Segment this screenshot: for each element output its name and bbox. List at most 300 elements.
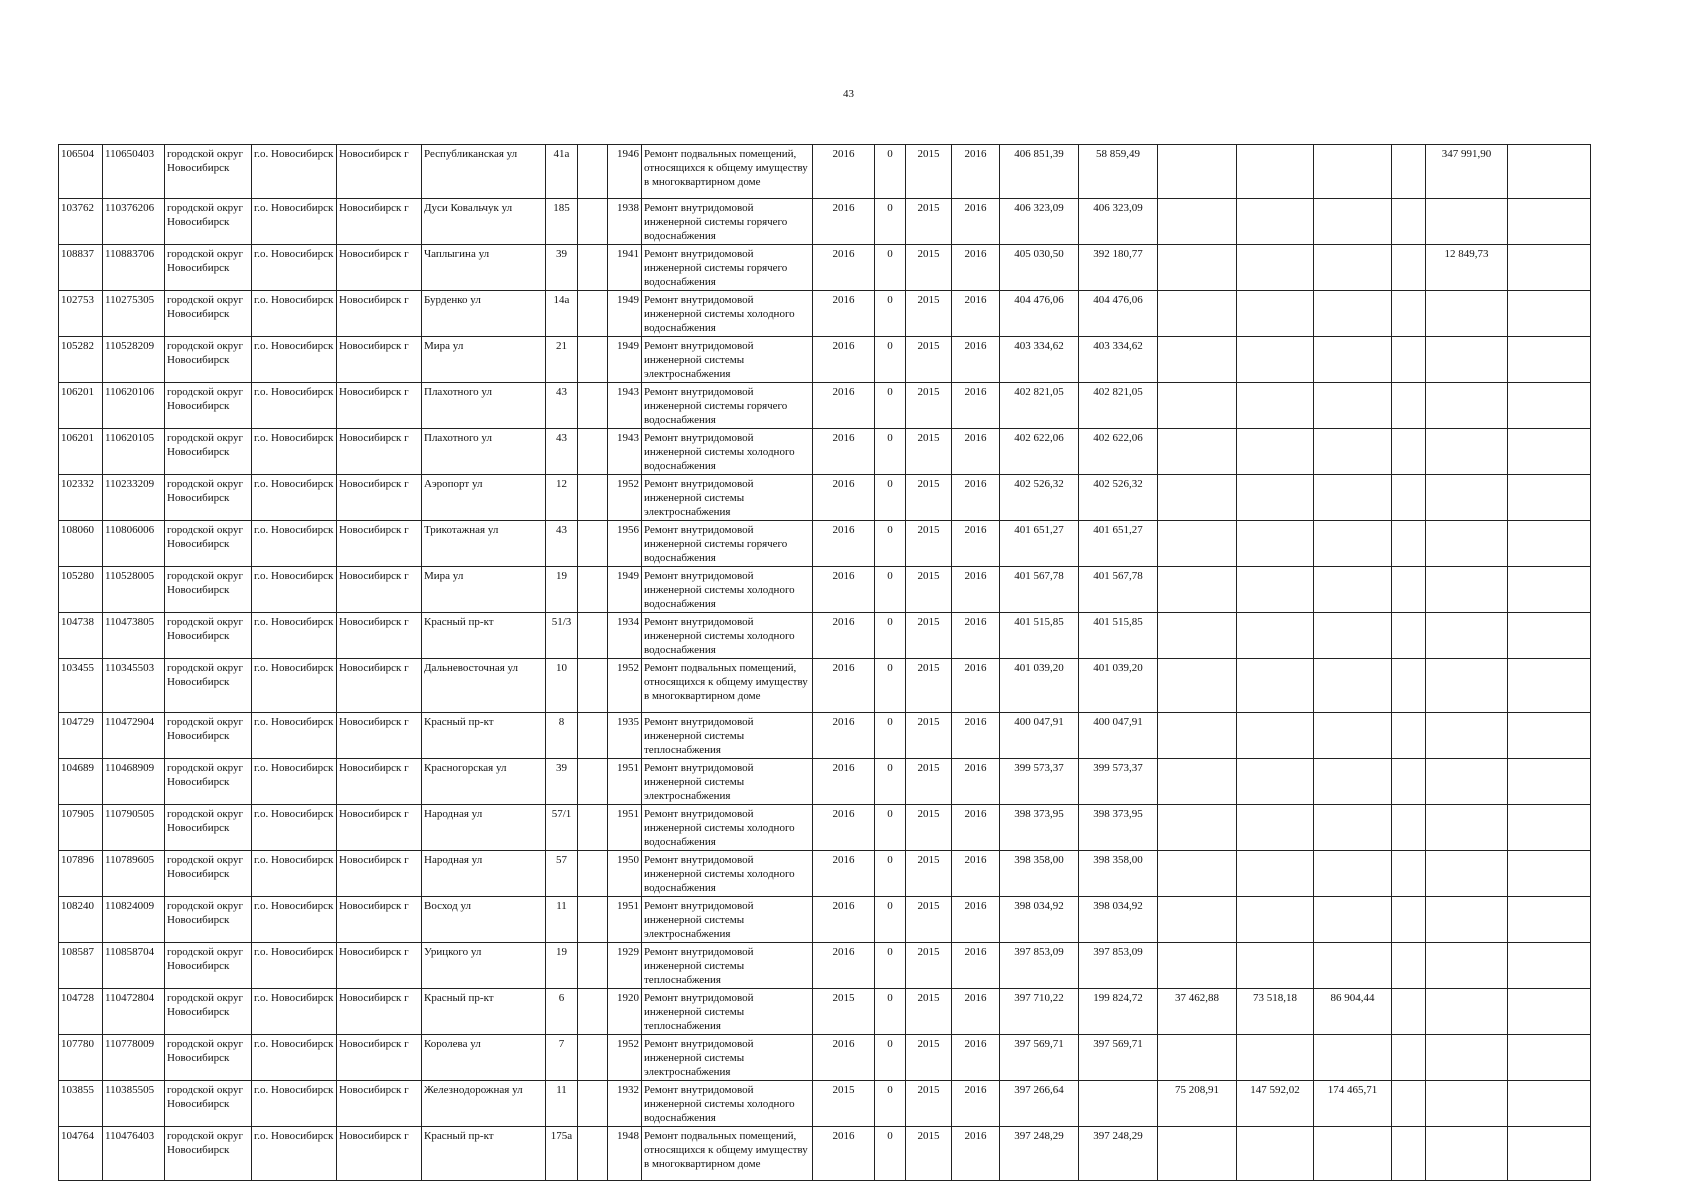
street-cell: Трикотажная ул xyxy=(422,521,546,567)
regional-cost-cell xyxy=(1237,567,1314,613)
other-cost-cell xyxy=(1392,1081,1426,1127)
fund-cost-cell: 399 573,37 xyxy=(1079,759,1158,805)
flag-cell: 0 xyxy=(875,145,906,199)
build-year-cell: 1948 xyxy=(608,1127,642,1181)
end-year-cell: 2016 xyxy=(952,337,1000,383)
settlement-cell: Новосибирск г xyxy=(337,567,422,613)
owners-cost-cell xyxy=(1426,897,1508,943)
municipal-district-cell: г.о. Новосибирск xyxy=(252,1081,337,1127)
owners-cost-cell xyxy=(1426,1127,1508,1181)
build-year-cell: 1932 xyxy=(608,1081,642,1127)
municipality-cell: городской округ Новосибирск xyxy=(165,145,252,199)
municipality-cell: городской округ Новосибирск xyxy=(165,291,252,337)
local-cost-cell xyxy=(1314,759,1392,805)
plan-year-cell: 2016 xyxy=(813,199,875,245)
other-cost-cell xyxy=(1392,1035,1426,1081)
end-year-cell: 2016 xyxy=(952,851,1000,897)
total-cost-cell: 401 651,27 xyxy=(1000,521,1079,567)
building-cell xyxy=(578,851,608,897)
extra-cell xyxy=(1508,245,1591,291)
build-year-cell: 1920 xyxy=(608,989,642,1035)
regional-cost-cell xyxy=(1237,613,1314,659)
end-year-cell: 2016 xyxy=(952,567,1000,613)
fund-cost-cell: 398 034,92 xyxy=(1079,897,1158,943)
municipal-district-cell: г.о. Новосибирск xyxy=(252,383,337,429)
work-type-cell: Ремонт внутридомовой инженерной системы холодного водоснабжения xyxy=(642,291,813,337)
local-cost-cell xyxy=(1314,199,1392,245)
start-year-cell: 2015 xyxy=(906,245,952,291)
municipality-cell: городской округ Новосибирск xyxy=(165,713,252,759)
local-cost-cell xyxy=(1314,943,1392,989)
work-type-cell: Ремонт внутридомовой инженерной системы электроснабжения xyxy=(642,759,813,805)
total-cost-cell: 398 034,92 xyxy=(1000,897,1079,943)
building-cell xyxy=(578,805,608,851)
fund-cost-cell: 397 248,29 xyxy=(1079,1127,1158,1181)
street-cell: Красный пр-кт xyxy=(422,1127,546,1181)
code-cell: 110620106 xyxy=(103,383,165,429)
flag-cell: 0 xyxy=(875,383,906,429)
end-year-cell: 2016 xyxy=(952,521,1000,567)
house-number-cell: 19 xyxy=(546,943,578,989)
flag-cell: 0 xyxy=(875,659,906,713)
extra-cell xyxy=(1508,805,1591,851)
start-year-cell: 2015 xyxy=(906,145,952,199)
work-type-cell: Ремонт внутридомовой инженерной системы электроснабжения xyxy=(642,475,813,521)
house-id-cell: 103855 xyxy=(59,1081,103,1127)
local-cost-cell xyxy=(1314,245,1392,291)
street-cell: Красный пр-кт xyxy=(422,613,546,659)
plan-year-cell: 2016 xyxy=(813,851,875,897)
fund-cost-cell: 199 824,72 xyxy=(1079,989,1158,1035)
owners-cost-cell xyxy=(1426,805,1508,851)
flag-cell: 0 xyxy=(875,1035,906,1081)
municipality-cell: городской округ Новосибирск xyxy=(165,1081,252,1127)
street-cell: Дуси Ковальчук ул xyxy=(422,199,546,245)
federal-cost-cell xyxy=(1158,897,1237,943)
house-number-cell: 8 xyxy=(546,713,578,759)
build-year-cell: 1938 xyxy=(608,199,642,245)
flag-cell: 0 xyxy=(875,851,906,897)
house-number-cell: 19 xyxy=(546,567,578,613)
build-year-cell: 1946 xyxy=(608,145,642,199)
extra-cell xyxy=(1508,521,1591,567)
flag-cell: 0 xyxy=(875,429,906,475)
table-row xyxy=(59,337,1591,383)
start-year-cell: 2015 xyxy=(906,1035,952,1081)
owners-cost-cell xyxy=(1426,429,1508,475)
owners-cost-cell xyxy=(1426,759,1508,805)
code-cell: 110385505 xyxy=(103,1081,165,1127)
fund-cost-cell: 58 859,49 xyxy=(1079,145,1158,199)
other-cost-cell xyxy=(1392,713,1426,759)
building-cell xyxy=(578,713,608,759)
work-type-cell: Ремонт внутридомовой инженерной системы холодного водоснабжения xyxy=(642,613,813,659)
fund-cost-cell: 402 622,06 xyxy=(1079,429,1158,475)
end-year-cell: 2016 xyxy=(952,199,1000,245)
end-year-cell: 2016 xyxy=(952,1081,1000,1127)
local-cost-cell xyxy=(1314,613,1392,659)
building-cell xyxy=(578,897,608,943)
local-cost-cell xyxy=(1314,659,1392,713)
municipality-cell: городской округ Новосибирск xyxy=(165,383,252,429)
extra-cell xyxy=(1508,759,1591,805)
house-number-cell: 10 xyxy=(546,659,578,713)
street-cell: Красногорская ул xyxy=(422,759,546,805)
building-cell xyxy=(578,1035,608,1081)
code-cell: 110473805 xyxy=(103,613,165,659)
owners-cost-cell xyxy=(1426,613,1508,659)
settlement-cell: Новосибирск г xyxy=(337,383,422,429)
settlement-cell: Новосибирск г xyxy=(337,759,422,805)
regional-cost-cell xyxy=(1237,199,1314,245)
municipal-district-cell: г.о. Новосибирск xyxy=(252,943,337,989)
municipality-cell: городской округ Новосибирск xyxy=(165,613,252,659)
owners-cost-cell xyxy=(1426,567,1508,613)
local-cost-cell: 174 465,71 xyxy=(1314,1081,1392,1127)
house-id-cell: 106201 xyxy=(59,429,103,475)
building-cell xyxy=(578,1081,608,1127)
house-id-cell: 105282 xyxy=(59,337,103,383)
start-year-cell: 2015 xyxy=(906,897,952,943)
table-row xyxy=(59,291,1591,337)
plan-year-cell: 2016 xyxy=(813,291,875,337)
flag-cell: 0 xyxy=(875,759,906,805)
plan-year-cell: 2016 xyxy=(813,805,875,851)
regional-cost-cell xyxy=(1237,383,1314,429)
code-cell: 110528005 xyxy=(103,567,165,613)
work-type-cell: Ремонт внутридомовой инженерной системы холодного водоснабжения xyxy=(642,567,813,613)
building-cell xyxy=(578,475,608,521)
owners-cost-cell xyxy=(1426,943,1508,989)
federal-cost-cell xyxy=(1158,659,1237,713)
local-cost-cell: 86 904,44 xyxy=(1314,989,1392,1035)
end-year-cell: 2016 xyxy=(952,475,1000,521)
other-cost-cell xyxy=(1392,851,1426,897)
build-year-cell: 1952 xyxy=(608,659,642,713)
total-cost-cell: 399 573,37 xyxy=(1000,759,1079,805)
flag-cell: 0 xyxy=(875,989,906,1035)
code-cell: 110883706 xyxy=(103,245,165,291)
table-row xyxy=(59,199,1591,245)
code-cell: 110376206 xyxy=(103,199,165,245)
fund-cost-cell: 402 821,05 xyxy=(1079,383,1158,429)
build-year-cell: 1941 xyxy=(608,245,642,291)
plan-year-cell: 2016 xyxy=(813,943,875,989)
house-id-cell: 107780 xyxy=(59,1035,103,1081)
regional-cost-cell xyxy=(1237,145,1314,199)
settlement-cell: Новосибирск г xyxy=(337,429,422,475)
building-cell xyxy=(578,613,608,659)
work-type-cell: Ремонт внутридомовой инженерной системы теплоснабжения xyxy=(642,989,813,1035)
build-year-cell: 1935 xyxy=(608,713,642,759)
start-year-cell: 2015 xyxy=(906,383,952,429)
code-cell: 110620105 xyxy=(103,429,165,475)
federal-cost-cell xyxy=(1158,1127,1237,1181)
code-cell: 110528209 xyxy=(103,337,165,383)
federal-cost-cell xyxy=(1158,429,1237,475)
other-cost-cell xyxy=(1392,199,1426,245)
municipality-cell: городской округ Новосибирск xyxy=(165,429,252,475)
owners-cost-cell: 12 849,73 xyxy=(1426,245,1508,291)
build-year-cell: 1949 xyxy=(608,567,642,613)
regional-cost-cell xyxy=(1237,805,1314,851)
settlement-cell: Новосибирск г xyxy=(337,475,422,521)
work-type-cell: Ремонт внутридомовой инженерной системы электроснабжения xyxy=(642,337,813,383)
settlement-cell: Новосибирск г xyxy=(337,613,422,659)
municipality-cell: городской округ Новосибирск xyxy=(165,337,252,383)
table-row xyxy=(59,897,1591,943)
regional-cost-cell xyxy=(1237,759,1314,805)
flag-cell: 0 xyxy=(875,337,906,383)
local-cost-cell xyxy=(1314,851,1392,897)
total-cost-cell: 404 476,06 xyxy=(1000,291,1079,337)
building-cell xyxy=(578,383,608,429)
house-id-cell: 105280 xyxy=(59,567,103,613)
total-cost-cell: 403 334,62 xyxy=(1000,337,1079,383)
extra-cell xyxy=(1508,429,1591,475)
total-cost-cell: 402 526,32 xyxy=(1000,475,1079,521)
build-year-cell: 1952 xyxy=(608,475,642,521)
regional-cost-cell xyxy=(1237,713,1314,759)
local-cost-cell xyxy=(1314,1035,1392,1081)
total-cost-cell: 398 373,95 xyxy=(1000,805,1079,851)
building-cell xyxy=(578,145,608,199)
house-id-cell: 108837 xyxy=(59,245,103,291)
total-cost-cell: 397 248,29 xyxy=(1000,1127,1079,1181)
table-row xyxy=(59,851,1591,897)
house-number-cell: 175а xyxy=(546,1127,578,1181)
owners-cost-cell xyxy=(1426,337,1508,383)
house-id-cell: 108060 xyxy=(59,521,103,567)
flag-cell: 0 xyxy=(875,943,906,989)
plan-year-cell: 2016 xyxy=(813,521,875,567)
total-cost-cell: 405 030,50 xyxy=(1000,245,1079,291)
plan-year-cell: 2016 xyxy=(813,429,875,475)
local-cost-cell xyxy=(1314,1127,1392,1181)
code-cell: 110472904 xyxy=(103,713,165,759)
building-cell xyxy=(578,567,608,613)
house-id-cell: 108587 xyxy=(59,943,103,989)
regional-cost-cell xyxy=(1237,851,1314,897)
regional-cost-cell xyxy=(1237,1035,1314,1081)
other-cost-cell xyxy=(1392,659,1426,713)
end-year-cell: 2016 xyxy=(952,943,1000,989)
other-cost-cell xyxy=(1392,245,1426,291)
plan-year-cell: 2016 xyxy=(813,245,875,291)
total-cost-cell: 397 710,22 xyxy=(1000,989,1079,1035)
start-year-cell: 2015 xyxy=(906,475,952,521)
street-cell: Мира ул xyxy=(422,567,546,613)
municipal-district-cell: г.о. Новосибирск xyxy=(252,337,337,383)
end-year-cell: 2016 xyxy=(952,713,1000,759)
flag-cell: 0 xyxy=(875,713,906,759)
owners-cost-cell xyxy=(1426,1035,1508,1081)
code-cell: 110858704 xyxy=(103,943,165,989)
fund-cost-cell: 403 334,62 xyxy=(1079,337,1158,383)
municipal-district-cell: г.о. Новосибирск xyxy=(252,851,337,897)
municipality-cell: городской округ Новосибирск xyxy=(165,659,252,713)
regional-cost-cell xyxy=(1237,245,1314,291)
municipality-cell: городской округ Новосибирск xyxy=(165,475,252,521)
total-cost-cell: 402 622,06 xyxy=(1000,429,1079,475)
regional-cost-cell xyxy=(1237,1127,1314,1181)
extra-cell xyxy=(1508,1081,1591,1127)
total-cost-cell: 401 515,85 xyxy=(1000,613,1079,659)
street-cell: Мира ул xyxy=(422,337,546,383)
federal-cost-cell xyxy=(1158,475,1237,521)
municipal-district-cell: г.о. Новосибирск xyxy=(252,245,337,291)
federal-cost-cell: 37 462,88 xyxy=(1158,989,1237,1035)
work-type-cell: Ремонт внутридомовой инженерной системы теплоснабжения xyxy=(642,713,813,759)
work-type-cell: Ремонт внутридомовой инженерной системы горячего водоснабжения xyxy=(642,199,813,245)
code-cell: 110778009 xyxy=(103,1035,165,1081)
settlement-cell: Новосибирск г xyxy=(337,145,422,199)
build-year-cell: 1951 xyxy=(608,759,642,805)
fund-cost-cell: 406 323,09 xyxy=(1079,199,1158,245)
table-row xyxy=(59,521,1591,567)
start-year-cell: 2015 xyxy=(906,805,952,851)
table-row xyxy=(59,245,1591,291)
regional-cost-cell xyxy=(1237,429,1314,475)
start-year-cell: 2015 xyxy=(906,989,952,1035)
fund-cost-cell: 401 515,85 xyxy=(1079,613,1158,659)
house-number-cell: 57 xyxy=(546,851,578,897)
owners-cost-cell xyxy=(1426,383,1508,429)
house-id-cell: 104728 xyxy=(59,989,103,1035)
owners-cost-cell: 347 991,90 xyxy=(1426,145,1508,199)
extra-cell xyxy=(1508,199,1591,245)
building-cell xyxy=(578,291,608,337)
table-row xyxy=(59,145,1591,199)
flag-cell: 0 xyxy=(875,567,906,613)
other-cost-cell xyxy=(1392,475,1426,521)
build-year-cell: 1956 xyxy=(608,521,642,567)
settlement-cell: Новосибирск г xyxy=(337,897,422,943)
municipal-district-cell: г.о. Новосибирск xyxy=(252,659,337,713)
flag-cell: 0 xyxy=(875,805,906,851)
building-cell xyxy=(578,199,608,245)
table-row xyxy=(59,1081,1591,1127)
regional-cost-cell xyxy=(1237,943,1314,989)
municipal-district-cell: г.о. Новосибирск xyxy=(252,713,337,759)
municipal-district-cell: г.о. Новосибирск xyxy=(252,567,337,613)
other-cost-cell xyxy=(1392,567,1426,613)
settlement-cell: Новосибирск г xyxy=(337,521,422,567)
settlement-cell: Новосибирск г xyxy=(337,1081,422,1127)
federal-cost-cell xyxy=(1158,851,1237,897)
plan-year-cell: 2016 xyxy=(813,713,875,759)
federal-cost-cell xyxy=(1158,521,1237,567)
house-id-cell: 103455 xyxy=(59,659,103,713)
work-type-cell: Ремонт внутридомовой инженерной системы горячего водоснабжения xyxy=(642,245,813,291)
local-cost-cell xyxy=(1314,383,1392,429)
house-number-cell: 51/3 xyxy=(546,613,578,659)
repair-program-table xyxy=(58,144,1591,1181)
street-cell: Аэропорт ул xyxy=(422,475,546,521)
extra-cell xyxy=(1508,851,1591,897)
work-type-cell: Ремонт внутридомовой инженерной системы горячего водоснабжения xyxy=(642,521,813,567)
plan-year-cell: 2015 xyxy=(813,1081,875,1127)
extra-cell xyxy=(1508,291,1591,337)
building-cell xyxy=(578,759,608,805)
settlement-cell: Новосибирск г xyxy=(337,989,422,1035)
settlement-cell: Новосибирск г xyxy=(337,1035,422,1081)
total-cost-cell: 398 358,00 xyxy=(1000,851,1079,897)
code-cell: 110476403 xyxy=(103,1127,165,1181)
owners-cost-cell xyxy=(1426,1081,1508,1127)
table-row xyxy=(59,805,1591,851)
table-row xyxy=(59,759,1591,805)
extra-cell xyxy=(1508,1127,1591,1181)
work-type-cell: Ремонт подвальных помещений, относящихся к общему имуществу в многоквартирном доме xyxy=(642,659,813,713)
code-cell: 110345503 xyxy=(103,659,165,713)
settlement-cell: Новосибирск г xyxy=(337,713,422,759)
start-year-cell: 2015 xyxy=(906,851,952,897)
regional-cost-cell xyxy=(1237,291,1314,337)
code-cell: 110275305 xyxy=(103,291,165,337)
municipality-cell: городской округ Новосибирск xyxy=(165,943,252,989)
municipal-district-cell: г.о. Новосибирск xyxy=(252,759,337,805)
federal-cost-cell xyxy=(1158,245,1237,291)
other-cost-cell xyxy=(1392,613,1426,659)
regional-cost-cell: 73 518,18 xyxy=(1237,989,1314,1035)
start-year-cell: 2015 xyxy=(906,521,952,567)
fund-cost-cell: 397 853,09 xyxy=(1079,943,1158,989)
building-cell xyxy=(578,659,608,713)
local-cost-cell xyxy=(1314,429,1392,475)
plan-year-cell: 2016 xyxy=(813,613,875,659)
municipal-district-cell: г.о. Новосибирск xyxy=(252,1035,337,1081)
flag-cell: 0 xyxy=(875,1081,906,1127)
end-year-cell: 2016 xyxy=(952,429,1000,475)
federal-cost-cell xyxy=(1158,567,1237,613)
street-cell: Плахотного ул xyxy=(422,383,546,429)
local-cost-cell xyxy=(1314,897,1392,943)
federal-cost-cell xyxy=(1158,337,1237,383)
municipality-cell: городской округ Новосибирск xyxy=(165,567,252,613)
other-cost-cell xyxy=(1392,943,1426,989)
settlement-cell: Новосибирск г xyxy=(337,337,422,383)
total-cost-cell: 397 853,09 xyxy=(1000,943,1079,989)
build-year-cell: 1943 xyxy=(608,429,642,475)
house-number-cell: 11 xyxy=(546,897,578,943)
other-cost-cell xyxy=(1392,291,1426,337)
code-cell: 110233209 xyxy=(103,475,165,521)
house-number-cell: 39 xyxy=(546,245,578,291)
code-cell: 110806006 xyxy=(103,521,165,567)
fund-cost-cell xyxy=(1079,1081,1158,1127)
regional-cost-cell: 147 592,02 xyxy=(1237,1081,1314,1127)
other-cost-cell xyxy=(1392,759,1426,805)
owners-cost-cell xyxy=(1426,989,1508,1035)
build-year-cell: 1934 xyxy=(608,613,642,659)
total-cost-cell: 402 821,05 xyxy=(1000,383,1079,429)
street-cell: Железнодорожная ул xyxy=(422,1081,546,1127)
extra-cell xyxy=(1508,943,1591,989)
total-cost-cell: 401 039,20 xyxy=(1000,659,1079,713)
municipal-district-cell: г.о. Новосибирск xyxy=(252,521,337,567)
total-cost-cell: 401 567,78 xyxy=(1000,567,1079,613)
end-year-cell: 2016 xyxy=(952,291,1000,337)
plan-year-cell: 2016 xyxy=(813,337,875,383)
house-id-cell: 102753 xyxy=(59,291,103,337)
street-cell: Восход ул xyxy=(422,897,546,943)
owners-cost-cell xyxy=(1426,713,1508,759)
fund-cost-cell: 401 651,27 xyxy=(1079,521,1158,567)
other-cost-cell xyxy=(1392,989,1426,1035)
house-id-cell: 102332 xyxy=(59,475,103,521)
code-cell: 110824009 xyxy=(103,897,165,943)
